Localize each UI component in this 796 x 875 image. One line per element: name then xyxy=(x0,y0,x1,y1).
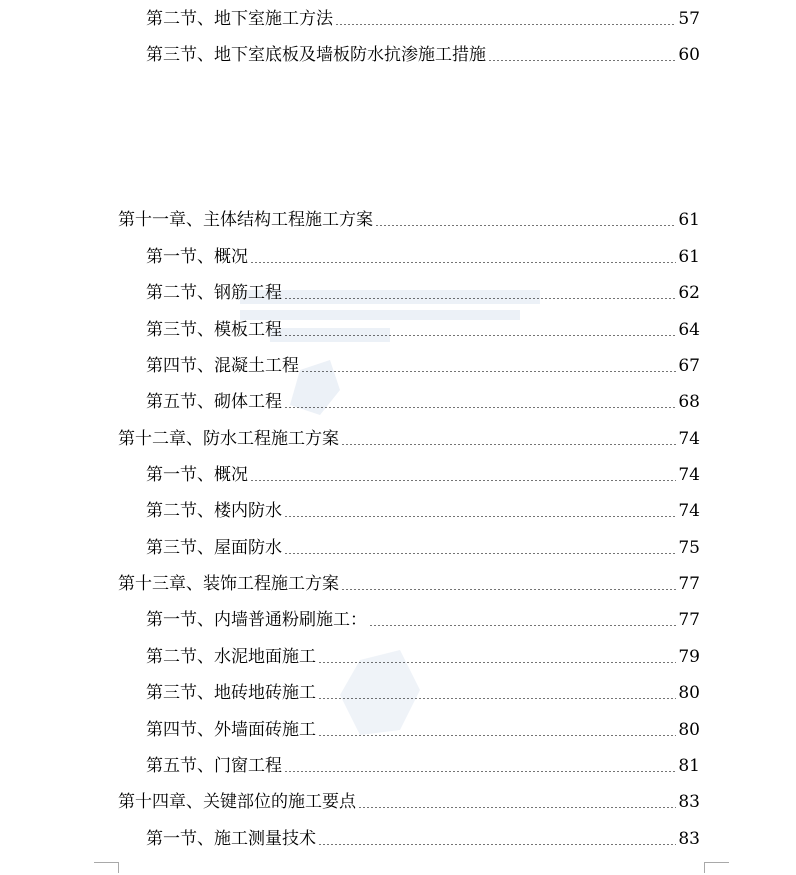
toc-entry[interactable] xyxy=(146,643,700,669)
toc-entry-page: 77 xyxy=(678,610,700,630)
toc-entry-page: 74 xyxy=(678,429,700,449)
page-corner-mark-right xyxy=(704,862,729,873)
toc-entry-chapter[interactable] xyxy=(118,788,700,814)
toc-entry-title: 第一节、概况 xyxy=(146,247,248,267)
toc-entry[interactable] xyxy=(146,825,700,851)
toc-entry[interactable] xyxy=(146,606,700,632)
dot-leader xyxy=(284,516,676,517)
toc-entry-title: 第十二章、防水工程施工方案 xyxy=(118,429,339,449)
toc-entry-title: 第五节、门窗工程 xyxy=(146,756,282,776)
toc-entry-page: 61 xyxy=(678,210,700,230)
toc-entry-page: 62 xyxy=(678,283,700,303)
dot-leader xyxy=(284,298,676,299)
toc-entry[interactable] xyxy=(146,752,700,778)
toc-entry[interactable] xyxy=(146,5,700,31)
toc-entry-title: 第二节、水泥地面施工 xyxy=(146,647,316,667)
toc-entry[interactable] xyxy=(146,41,700,67)
toc-entry-title: 第二节、楼内防水 xyxy=(146,501,282,521)
toc-entry[interactable] xyxy=(146,497,700,523)
toc-entry-page: 61 xyxy=(678,247,700,267)
toc-entry[interactable] xyxy=(146,243,700,269)
toc-entry[interactable] xyxy=(146,461,700,487)
dot-leader xyxy=(341,589,676,590)
toc-entry-page: 79 xyxy=(678,647,700,667)
dot-leader xyxy=(301,371,676,372)
toc-entry-title: 第三节、地下室底板及墙板防水抗渗施工措施 xyxy=(146,45,486,65)
toc-entry-chapter[interactable] xyxy=(118,206,700,232)
toc-entry-title: 第一节、施工测量技术 xyxy=(146,829,316,849)
dot-leader xyxy=(488,60,676,61)
dot-leader xyxy=(250,480,676,481)
toc-entry[interactable] xyxy=(146,279,700,305)
toc-entry-title: 第二节、地下室施工方法 xyxy=(146,9,333,29)
dot-leader xyxy=(284,407,676,408)
dot-leader xyxy=(369,625,676,626)
toc-entry[interactable] xyxy=(146,679,700,705)
dot-leader xyxy=(318,844,676,845)
dot-leader xyxy=(318,698,676,699)
dot-leader xyxy=(284,553,676,554)
toc-entry-title: 第十四章、关键部位的施工要点 xyxy=(118,792,356,812)
toc-entry-title: 第三节、地砖地砖施工 xyxy=(146,683,316,703)
toc-entry-page: 75 xyxy=(678,538,700,558)
toc-entry-title: 第三节、模板工程 xyxy=(146,320,282,340)
toc-entry[interactable] xyxy=(146,534,700,560)
toc-entry[interactable] xyxy=(146,316,700,342)
toc-entry-chapter[interactable] xyxy=(118,425,700,451)
dot-leader xyxy=(318,735,676,736)
dot-leader xyxy=(335,24,676,25)
toc-entry-title: 第三节、屋面防水 xyxy=(146,538,282,558)
toc-entry-title: 第五节、砌体工程 xyxy=(146,392,282,412)
toc-entry-page: 81 xyxy=(678,756,700,776)
toc-entry-page: 64 xyxy=(678,320,700,340)
toc-entry-page: 67 xyxy=(678,356,700,376)
toc-entry-title: 第一节、内墙普通粉刷施工： xyxy=(146,610,367,630)
toc-entry[interactable] xyxy=(146,352,700,378)
toc-entry-page: 80 xyxy=(678,720,700,740)
dot-leader xyxy=(318,662,676,663)
dot-leader xyxy=(341,444,676,445)
toc-entry-page: 77 xyxy=(678,574,700,594)
toc-entry-title: 第十三章、装饰工程施工方案 xyxy=(118,574,339,594)
toc-entry-page: 68 xyxy=(678,392,700,412)
page-corner-mark-left xyxy=(94,862,119,873)
toc-entry-page: 74 xyxy=(678,501,700,521)
toc-entry-page: 74 xyxy=(678,465,700,485)
toc-entry-title: 第四节、外墙面砖施工 xyxy=(146,720,316,740)
toc-entry-title: 第十一章、主体结构工程施工方案 xyxy=(118,210,373,230)
dot-leader xyxy=(250,262,676,263)
toc-entry-page: 83 xyxy=(678,792,700,812)
toc-entry-title: 第四节、混凝土工程 xyxy=(146,356,299,376)
toc-entry[interactable] xyxy=(146,716,700,742)
toc-entry-title: 第二节、钢筋工程 xyxy=(146,283,282,303)
toc-entry[interactable] xyxy=(146,388,700,414)
toc-entry-page: 83 xyxy=(678,829,700,849)
toc-entry-title: 第一节、概况 xyxy=(146,465,248,485)
dot-leader xyxy=(375,225,676,226)
dot-leader xyxy=(358,807,676,808)
dot-leader xyxy=(284,771,676,772)
dot-leader xyxy=(284,335,676,336)
toc-entry-page: 80 xyxy=(678,683,700,703)
toc-entry-page: 60 xyxy=(678,45,700,65)
toc-entry-page: 57 xyxy=(678,9,700,29)
toc-entry-chapter[interactable] xyxy=(118,570,700,596)
